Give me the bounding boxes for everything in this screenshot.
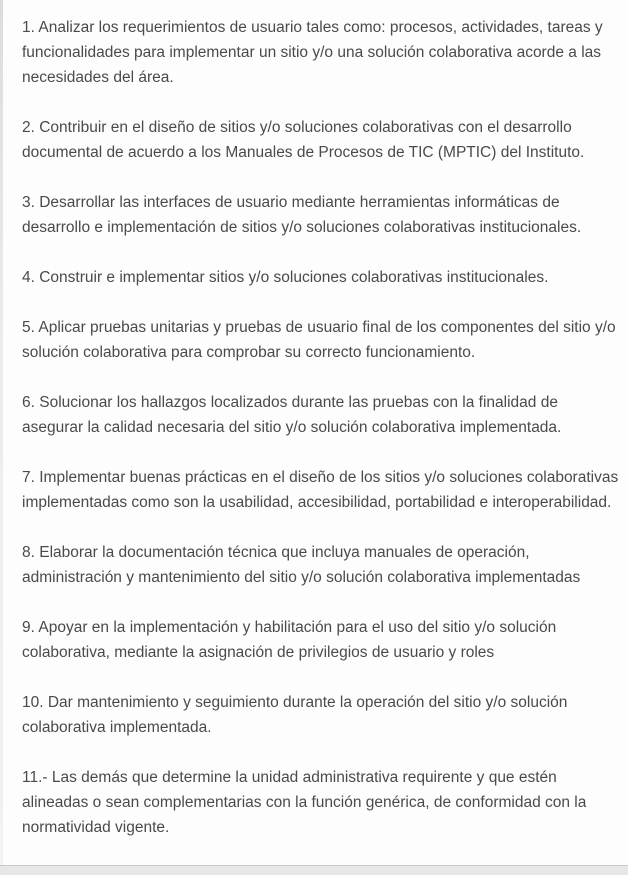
list-item: 6. Solucionar los hallazgos localizados durante las pruebas con la finalidad de asegurar la calidad necesaria del sitio y/o solución colaborativa implementada. <box>22 394 562 436</box>
list-item: 3. Desarrollar las interfaces de usuario mediante herramientas informáticas de desarrollo e implementación de sitios y/o soluciones colaborativas institucionales. <box>22 194 582 236</box>
task-list <box>22 15 620 865</box>
list-item: 5. Aplicar pruebas unitarias y pruebas de usuario final de los componentes del sitio y/o solución colaborativa para comprobar su correcto funcionamiento. <box>22 319 616 361</box>
list-item: 2. Contribuir en el diseño de sitios y/o soluciones colaborativas con el desarrollo documental de acuerdo a los Manuales de Procesos de TIC (MPTIC) del Instituto. <box>22 119 585 161</box>
list-item: 10. Dar mantenimiento y seguimiento durante la operación del sitio y/o solución colaborativa implementada. <box>22 694 568 736</box>
scan-edge-artifact <box>0 0 3 875</box>
list-item: 7. Implementar buenas prácticas en el diseño de los sitios y/o soluciones colaborativas implementadas como son la usabilidad, accesibilidad, portabilidad e interoperabilidad. <box>22 469 619 511</box>
list-item: 8. Elaborar la documentación técnica que incluya manuales de operación, administración y mantenimiento del sitio y/o solución colaborativa implementadas <box>22 544 581 586</box>
list-item: 1. Analizar los requerimientos de usuario tales como: procesos, actividades, tareas y funcionalidades para implementar un sitio y/o una solución colaborativa acorde a las necesidades del área. <box>22 19 603 86</box>
list-item: 11.- Las demás que determine la unidad administrativa requirente y que estén alineadas o sean complementarias con la función genérica, de conformidad con la normatividad vigente. <box>22 769 587 836</box>
bottom-edge-bar <box>0 865 628 875</box>
list-item: 4. Construir e implementar sitios y/o soluciones colaborativas institucionales. <box>22 269 549 286</box>
list-item: 9. Apoyar en la implementación y habilitación para el uso del sitio y/o solución colaborativa, mediante la asignación de privilegios de usuario y roles <box>22 619 557 661</box>
